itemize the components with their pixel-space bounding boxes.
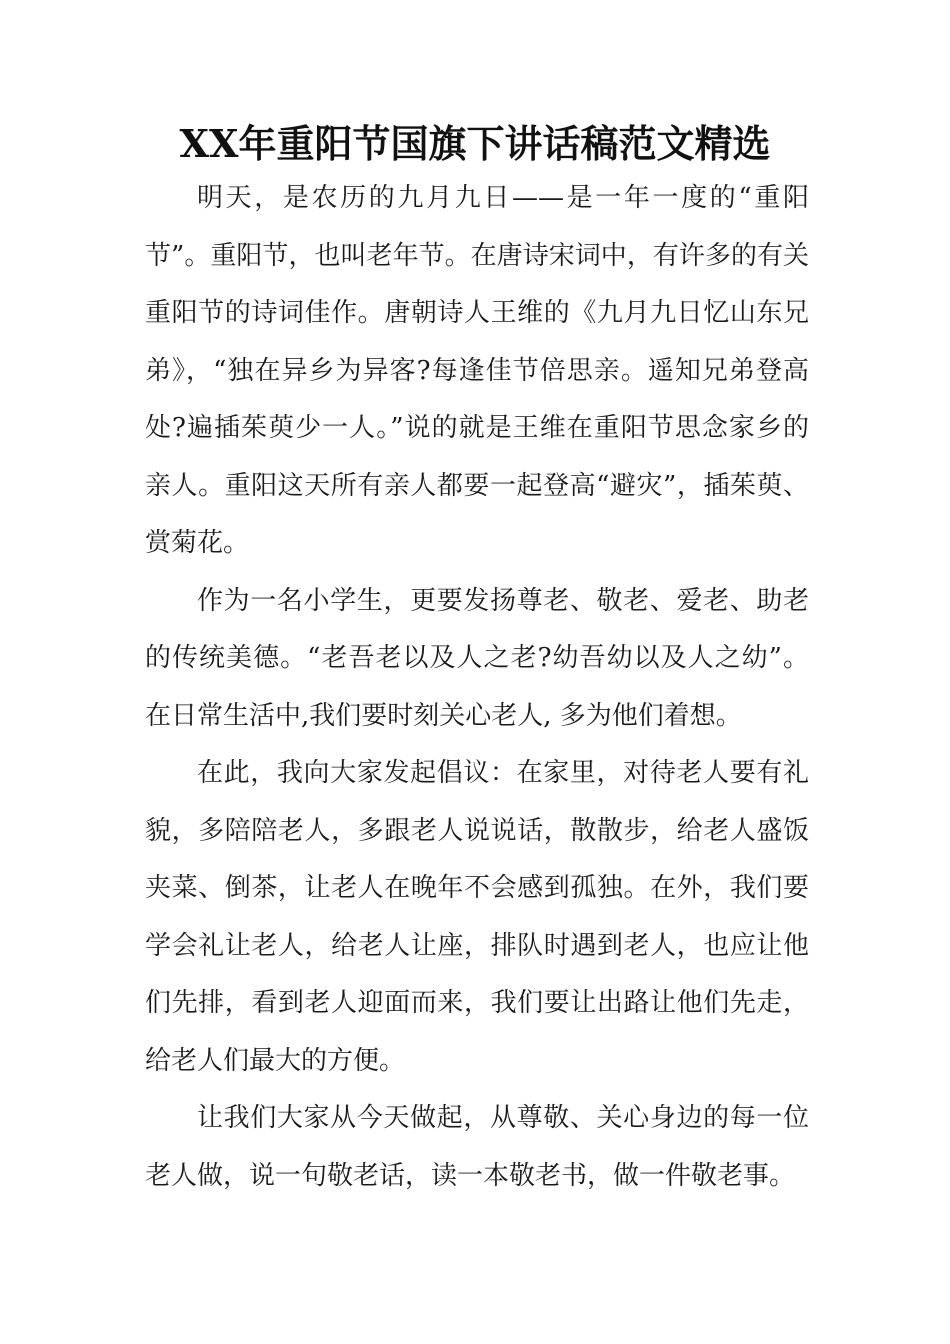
paragraph-2: 作为一名小学生，更要发扬尊老、敬老、爱老、助老的传统美德。“老吾老以及人之老?幼吾幼以及人之幼”。在日常生活中,我们要时刻关心老人, 多为他们着想。: [145, 585, 809, 731]
document-body: [145, 170, 809, 1205]
paragraph-4: 让我们大家从今天做起，从尊敬、关心身边的每一位老人做，说一句敬老话，读一本敬老书，做一件敬老事。: [145, 1103, 809, 1191]
page-title: XX年重阳节国旗下讲话稿范文精选: [179, 121, 771, 166]
paragraph-1: 明天，是农历的九月九日——是一年一度的“重阳节”。重阳节，也叫老年节。在唐诗宋词中，有许多的有关重阳节的诗词佳作。唐朝诗人王维的《九月九日忆山东兄弟》，“独在异乡为异客?每逢佳节倍思亲。遥知兄弟登高处?遍插茱萸少一人。”说的就是王维在重阳节思念家乡的亲人。重阳这天所有亲人都要一起登高“避灾”，插茱萸、赏菊花。: [145, 183, 809, 558]
paragraph-3: 在此，我向大家发起倡议：在家里，对待老人要有礼貌，多陪陪老人，多跟老人说说话，散散步，给老人盛饭夹菜、倒茶，让老人在晚年不会感到孤独。在外，我们要学会礼让老人，给老人让座，排队时遇到老人，也应让他们先排，看到老人迎面而来，我们要让出路让他们先走，给老人们最大的方便。: [145, 758, 809, 1076]
